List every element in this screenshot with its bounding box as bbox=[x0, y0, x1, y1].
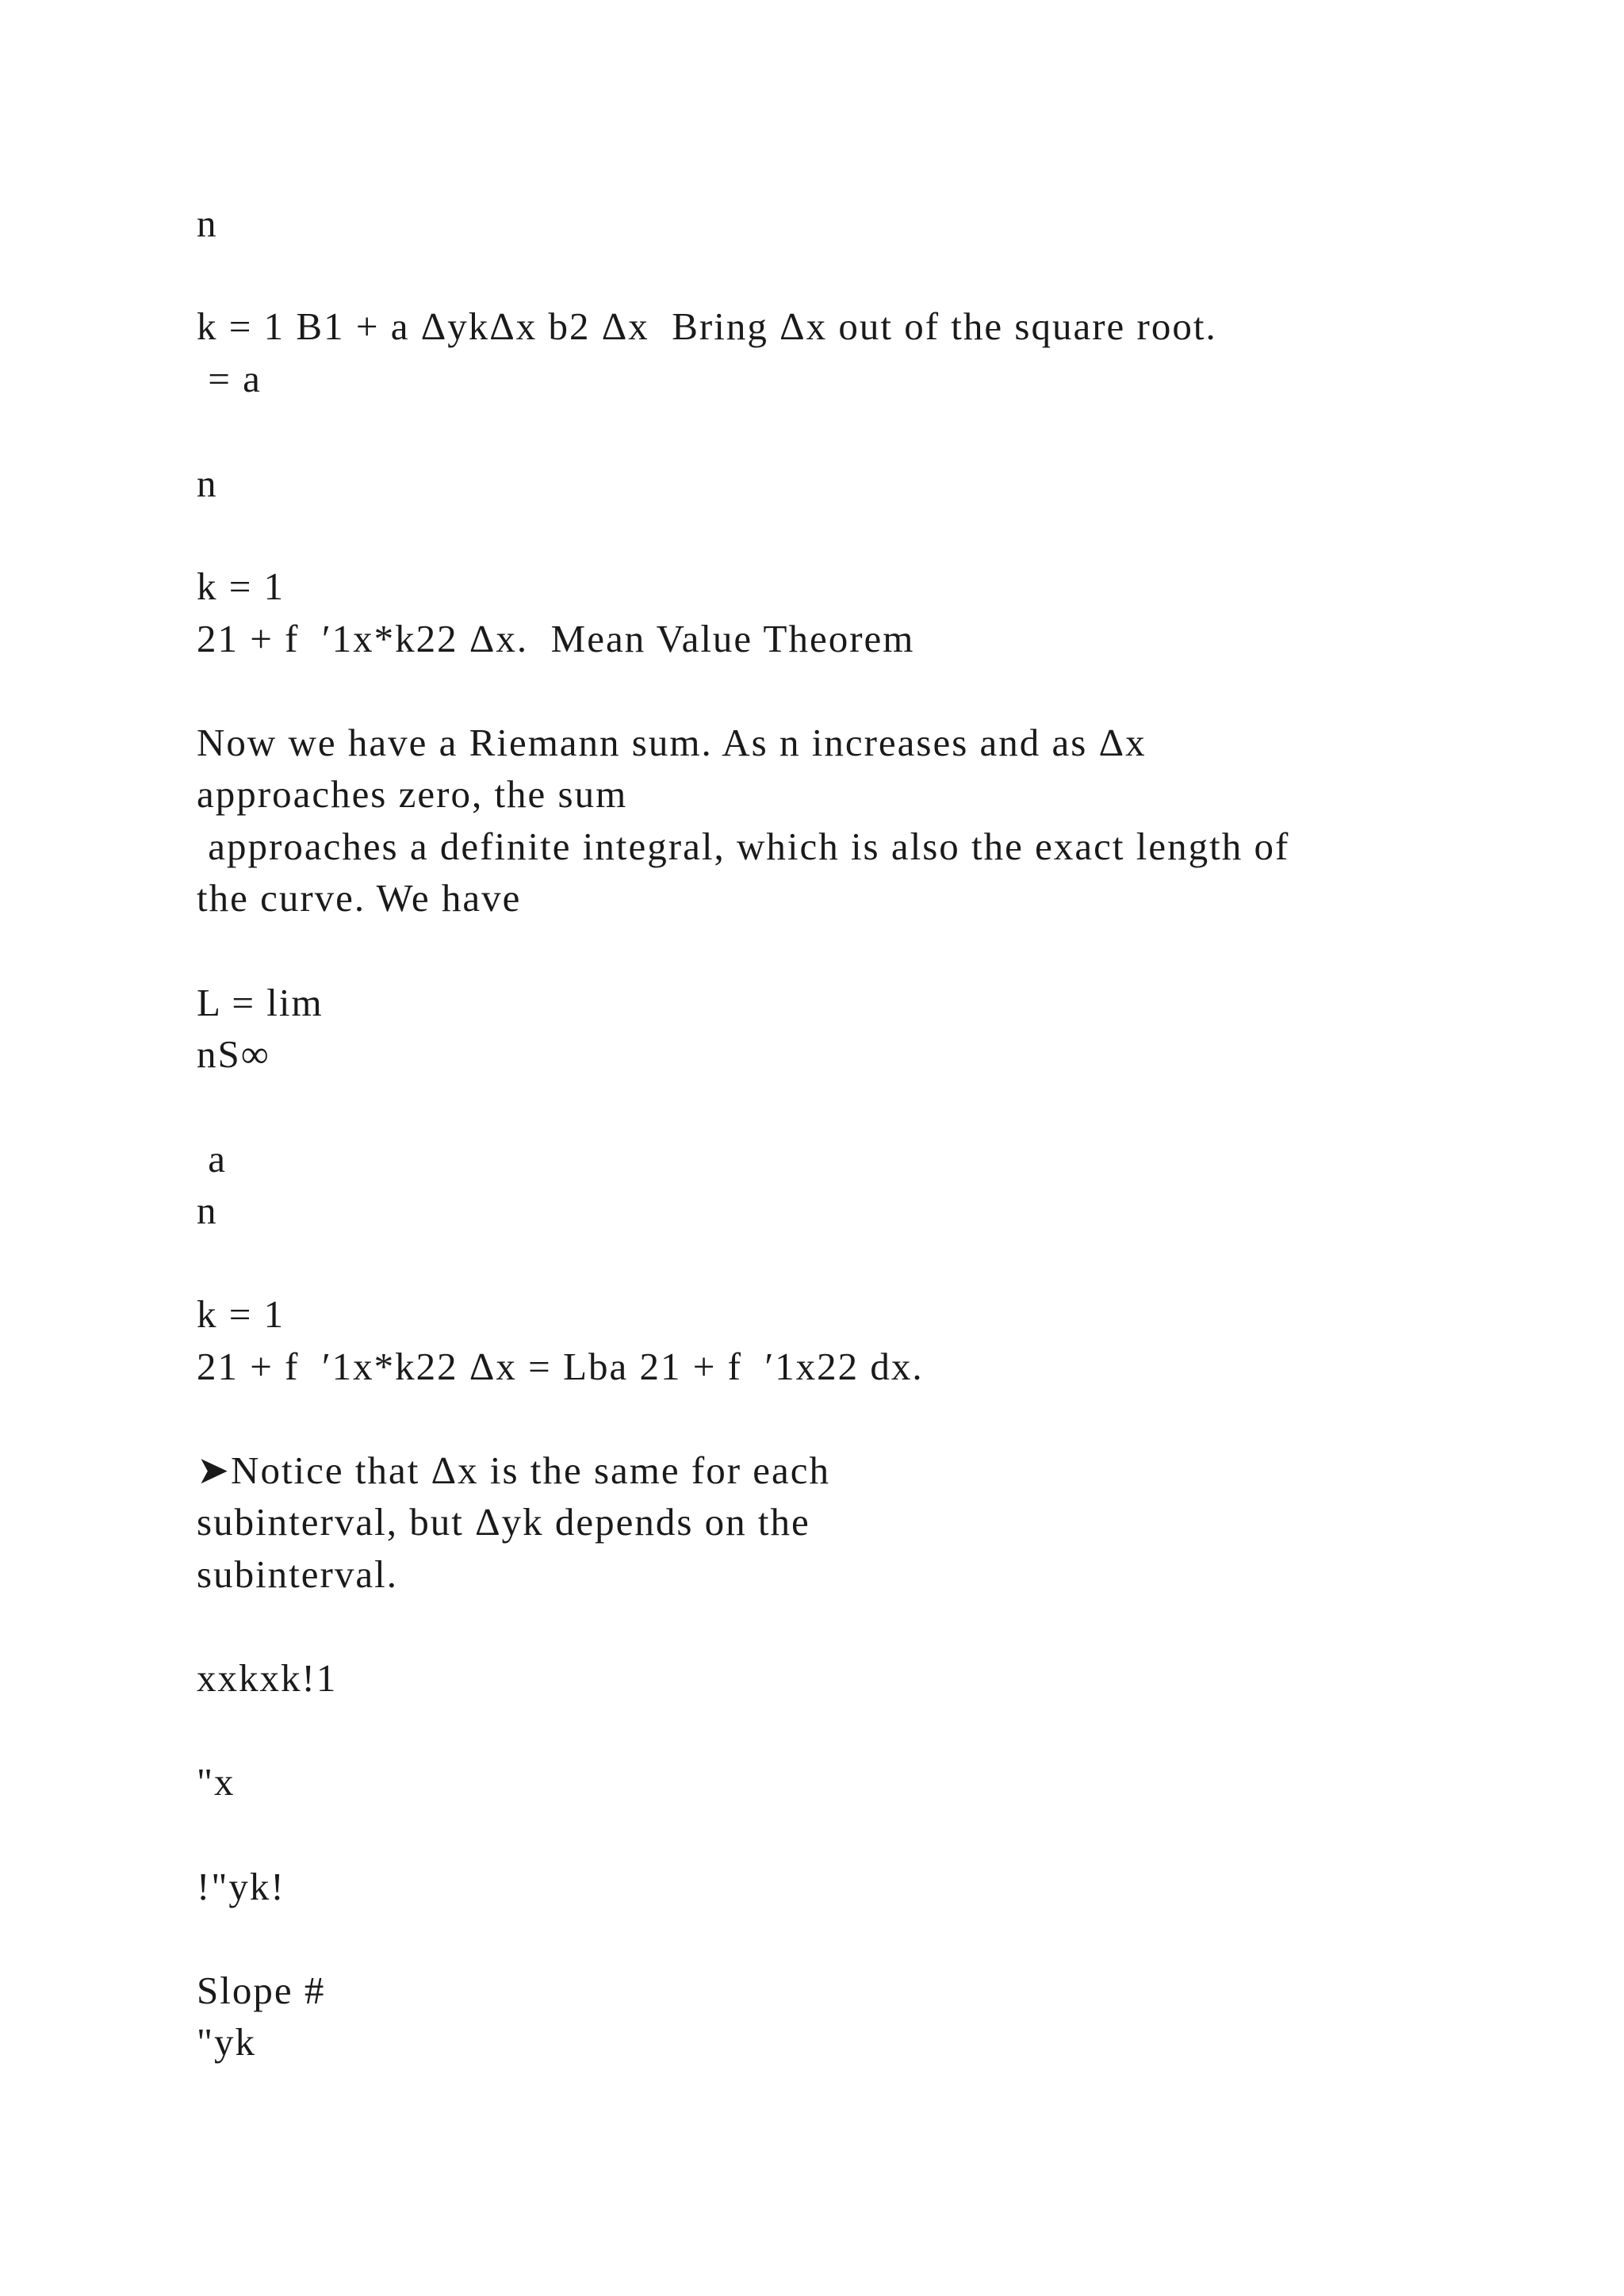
text-line: "yk bbox=[197, 2020, 257, 2064]
text-line: subinterval. bbox=[197, 1552, 398, 1596]
text-line: 21 + f ′1x*k22 Δx. Mean Value Theorem bbox=[197, 617, 915, 660]
text-line: a bbox=[197, 1137, 227, 1181]
text-line: Now we have a Riemann sum. As n increases and as Δx bbox=[197, 721, 1147, 764]
text-line: n bbox=[197, 201, 218, 245]
text-line: k = 1 B1 + a ΔykΔx b2 Δx Bring Δx out of the square root. bbox=[197, 304, 1217, 348]
text-line: ➤Notice that Δx is the same for each bbox=[197, 1448, 831, 1492]
text-line: L = lim bbox=[197, 981, 324, 1024]
text-line: k = 1 bbox=[197, 1292, 285, 1336]
text-line: k = 1 bbox=[197, 564, 285, 608]
text-line: = a bbox=[197, 357, 262, 400]
text-line: Slope # bbox=[197, 1969, 326, 2012]
text-line: nS∞ bbox=[197, 1032, 270, 1076]
text-line: approaches zero, the sum bbox=[197, 772, 628, 816]
text-line: subinterval, but Δyk depends on the bbox=[197, 1500, 810, 1544]
text-line: n bbox=[197, 461, 218, 505]
text-line: !"yk! bbox=[197, 1865, 285, 1908]
text-line: "x bbox=[197, 1760, 236, 1804]
text-line: 21 + f ′1x*k22 Δx = Lba 21 + f ′1x22 dx. bbox=[197, 1345, 924, 1388]
text-line: approaches a definite integral, which is also the exact length of bbox=[197, 825, 1290, 868]
text-line: n bbox=[197, 1188, 218, 1232]
text-line: the curve. We have bbox=[197, 876, 522, 920]
text-line: xxkxk!1 bbox=[197, 1656, 338, 1700]
